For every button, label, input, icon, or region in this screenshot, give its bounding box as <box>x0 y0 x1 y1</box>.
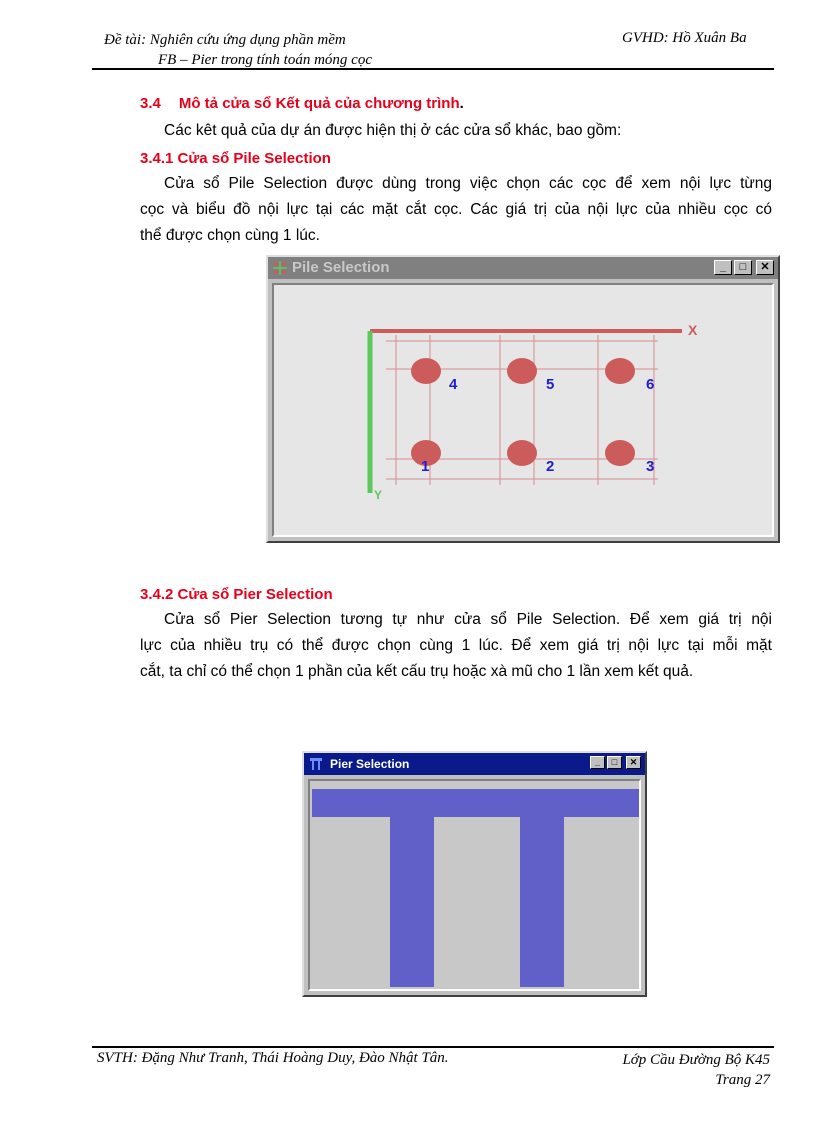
pile-window-title: Pile Selection <box>292 259 390 276</box>
sub1-line1: Cửa sổ Pile Selection được dùng trong việc chọn các cọc để xem nội lực từng <box>164 175 772 192</box>
footer-rule <box>92 1046 774 1048</box>
pile-label-4: 4 <box>449 376 458 393</box>
pier-column-left[interactable] <box>390 817 434 987</box>
footer-class: Lớp Cầu Đường Bộ K45 <box>622 1052 770 1068</box>
maximize-button[interactable]: □ <box>607 756 622 769</box>
grid-icon <box>272 260 288 276</box>
y-axis-label: Y <box>374 488 383 502</box>
header-advisor: GVHD: Hồ Xuân Ba <box>622 30 747 46</box>
pile-label-3: 3 <box>646 458 655 475</box>
x-axis-label: X <box>688 322 698 338</box>
pier-cap-beam[interactable] <box>312 789 639 817</box>
minimize-button[interactable]: _ <box>714 260 732 275</box>
section-title-end: . <box>459 95 464 112</box>
pile-4 <box>411 358 441 384</box>
pier-window-title: Pier Selection <box>330 757 410 771</box>
pier-icon <box>308 756 324 772</box>
sub1-heading: 3.4.1 Cửa sổ Pile Selection <box>140 150 331 167</box>
header-topic-line2: FB – Pier trong tính toán móng cọc <box>158 52 372 68</box>
pier-structure-canvas[interactable] <box>308 779 641 991</box>
header-rule <box>92 68 774 70</box>
pile-5 <box>507 358 537 384</box>
pile-selection-window[interactable] <box>266 255 780 543</box>
sub2-line3: cắt, ta chỉ có thể chọn 1 phần của kết cấu trụ hoặc xà mũ cho 1 lần xem kết quả. <box>140 663 694 680</box>
pile-plan-canvas[interactable] <box>272 283 774 537</box>
close-button[interactable]: ✕ <box>626 756 641 769</box>
pier-selection-window[interactable] <box>302 751 647 997</box>
pile-6 <box>605 358 635 384</box>
pile-3 <box>605 440 635 466</box>
pile-plan-drawing <box>274 285 772 535</box>
close-button[interactable]: ✕ <box>756 260 774 275</box>
pile-label-1: 1 <box>421 458 430 475</box>
pier-window-titlebar[interactable] <box>304 753 645 775</box>
pier-column-right[interactable] <box>520 817 564 987</box>
section-number: 3.4 <box>140 95 161 112</box>
maximize-button[interactable]: □ <box>734 260 752 275</box>
section-title: Mô tả cửa sổ Kết quả của chương trình <box>178 95 460 112</box>
sub2-heading: 3.4.2 Cửa sổ Pier Selection <box>140 586 333 603</box>
pile-label-5: 5 <box>546 376 555 393</box>
sub1-line2: cọc và biểu đồ nội lực tại các mặt cắt cọc. Các giá trị của nội lực của nhiều cọc có <box>140 201 772 218</box>
section-heading <box>140 95 464 112</box>
sub2-line2: lực của nhiều trụ có thể được chọn cùng 1 lúc. Để xem giá trị nội lực tại mỗi mặt <box>140 637 772 654</box>
section-intro: Các kêt quả của dự án được hiện thị ở các cửa sổ khác, bao gồm: <box>164 122 622 139</box>
pile-window-titlebar[interactable] <box>268 257 778 279</box>
pile-2 <box>507 440 537 466</box>
header-topic-line1: Đề tài: Nghiên cứu ứng dụng phần mềm <box>104 32 346 48</box>
footer-right <box>584 1050 770 1090</box>
sub1-line3: thể được chọn cùng 1 lúc. <box>140 227 320 244</box>
footer-students: SVTH: Đặng Như Tranh, Thái Hoàng Duy, Đào Nhật Tân. <box>97 1050 449 1066</box>
pile-label-2: 2 <box>546 458 555 475</box>
footer-page: Trang 27 <box>715 1072 770 1088</box>
sub2-line1: Cửa sổ Pier Selection tương tự như cửa sổ Pile Selection. Để xem giá trị nội <box>164 611 772 628</box>
header-topic <box>104 30 372 70</box>
pile-label-6: 6 <box>646 376 655 393</box>
minimize-button[interactable]: _ <box>590 756 605 769</box>
